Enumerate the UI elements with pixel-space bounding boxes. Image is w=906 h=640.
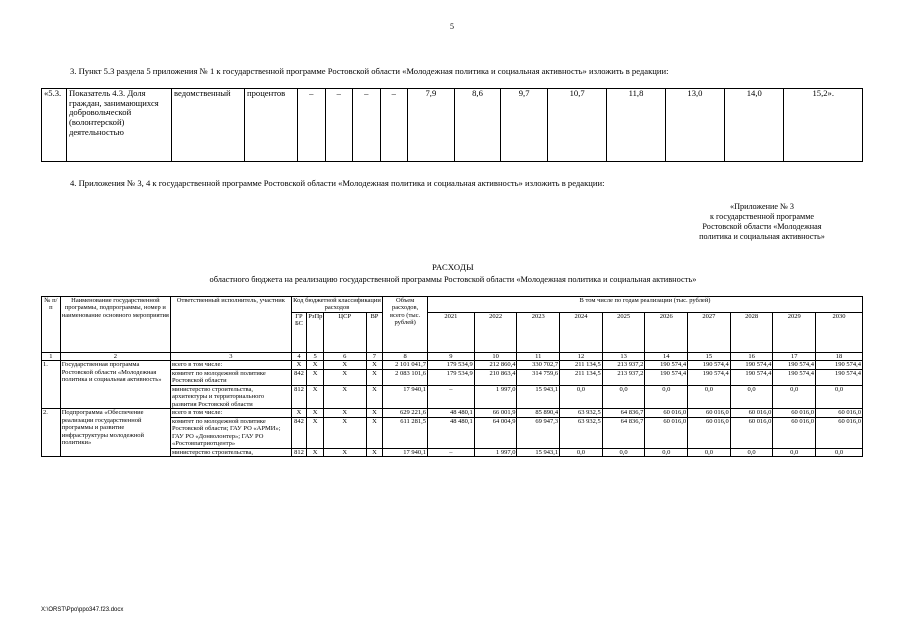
row-total: 629 221,6 bbox=[383, 409, 428, 417]
row-year-value: 0,0 bbox=[645, 448, 688, 456]
header-year: 2027 bbox=[688, 312, 731, 352]
indicator-value: 9,7 bbox=[501, 89, 548, 162]
col-number: 4 bbox=[291, 352, 307, 360]
row-total: 17 940,1 bbox=[383, 448, 428, 456]
row-grbs: 842 bbox=[291, 417, 307, 448]
row-year-value: 0,0 bbox=[730, 448, 773, 456]
row-resp: всего в том числе: bbox=[171, 409, 292, 417]
expenses-table bbox=[41, 296, 863, 457]
header-year: 2024 bbox=[560, 312, 603, 352]
row-year-value: 190 574,4 bbox=[773, 369, 816, 385]
col-number: 17 bbox=[773, 352, 816, 360]
header-year: 2028 bbox=[730, 312, 773, 352]
row-year-value: 0,0 bbox=[816, 385, 863, 408]
row-csr: Х bbox=[323, 361, 366, 369]
header-year: 2026 bbox=[645, 312, 688, 352]
row-year-value: 190 574,4 bbox=[773, 361, 816, 369]
indicator-value: 8,6 bbox=[454, 89, 501, 162]
col-number: 18 bbox=[816, 352, 863, 360]
header-num: № п/п bbox=[42, 297, 61, 353]
paragraph-3: 3. Пункт 5.3 раздела 5 приложения № 1 к государственной программе Ростовской области «Молодежная политика и социальная активность» изложить в редакции: bbox=[70, 66, 669, 76]
row-year-value: 64 836,7 bbox=[602, 417, 645, 448]
header-vr: ВР bbox=[366, 312, 383, 352]
row-csr: Х bbox=[323, 448, 366, 456]
row-year-value: 0,0 bbox=[773, 385, 816, 408]
col-number: 13 bbox=[602, 352, 645, 360]
appendix-line: к государственной программе bbox=[709, 211, 815, 221]
row-year-value: 190 574,4 bbox=[816, 369, 863, 385]
row-resp: министерство строительства, bbox=[171, 448, 292, 456]
row-year-value: 179 534,9 bbox=[427, 361, 474, 369]
row-year-value: 211 134,5 bbox=[560, 369, 603, 385]
row-total: 2 101 041,7 bbox=[383, 361, 428, 369]
indicator-num: «5.3. bbox=[42, 89, 67, 162]
row-year-value: 0,0 bbox=[645, 385, 688, 408]
row-year-value: 0,0 bbox=[602, 448, 645, 456]
row-year-value: 60 016,0 bbox=[645, 417, 688, 448]
row-year-value: 213 937,2 bbox=[602, 369, 645, 385]
row-num: 2. bbox=[42, 409, 61, 457]
paragraph-4: 4. Приложения № 3, 4 к государственной программе Ростовской области «Молодежная политика и социальная активность» изложить в редакции: bbox=[70, 178, 605, 188]
indicator-value: 11,8 bbox=[607, 89, 665, 162]
row-year-value: 15 943,1 bbox=[517, 448, 560, 456]
header-row bbox=[42, 297, 863, 313]
row-resp: комитет по молодежной политике Ростовской области bbox=[171, 369, 292, 385]
row-rzpr: Х bbox=[307, 385, 324, 408]
row-year-value: 0,0 bbox=[688, 385, 731, 408]
indicator-unit: процентов bbox=[245, 89, 298, 162]
row-year-value: 60 016,0 bbox=[688, 417, 731, 448]
row-year-value: 64 004,9 bbox=[474, 417, 517, 448]
header-csr: ЦСР bbox=[323, 312, 366, 352]
col-number: 9 bbox=[427, 352, 474, 360]
row-year-value: 1 997,0 bbox=[474, 385, 517, 408]
row-year-value: 190 574,4 bbox=[688, 361, 731, 369]
row-year-value: 330 702,7 bbox=[517, 361, 560, 369]
column-number-row bbox=[42, 352, 863, 360]
indicator-name: Показатель 4.3. Доля граждан, занимающихся добровольческой (волонтерской) деятельностью bbox=[67, 89, 172, 162]
row-year-value: 190 574,4 bbox=[688, 369, 731, 385]
row-year-value: – bbox=[427, 448, 474, 456]
row-year-value: 190 574,4 bbox=[645, 361, 688, 369]
document-subtitle: областного бюджета на реализацию государственной программы Ростовской области «Молодежная политика и социальная активность» bbox=[209, 275, 697, 284]
row-year-value: 0,0 bbox=[688, 448, 731, 456]
row-year-value: 48 480,1 bbox=[427, 417, 474, 448]
row-year-value: 60 016,0 bbox=[730, 409, 773, 417]
table-row bbox=[42, 409, 863, 417]
col-number: 11 bbox=[517, 352, 560, 360]
header-name: Наименование государственной программы, подпрограммы, номер и наименование основного мероприятия bbox=[60, 297, 170, 353]
header-year: 2022 bbox=[474, 312, 517, 352]
row-year-value: 0,0 bbox=[560, 448, 603, 456]
col-number: 12 bbox=[560, 352, 603, 360]
indicator-value: 10,7 bbox=[547, 89, 606, 162]
indicator-type: ведомственный bbox=[172, 89, 245, 162]
appendix-line: «Приложение № 3 bbox=[729, 202, 795, 211]
row-year-value: 60 016,0 bbox=[645, 409, 688, 417]
row-year-value: 64 836,7 bbox=[602, 409, 645, 417]
row-grbs: 842 bbox=[291, 369, 307, 385]
row-year-value: 48 480,1 bbox=[427, 409, 474, 417]
row-csr: Х bbox=[323, 369, 366, 385]
row-year-value: 0,0 bbox=[602, 385, 645, 408]
header-volume: Объем расходов, всего (тыс. рублей) bbox=[383, 297, 428, 353]
header-year: 2023 bbox=[517, 312, 560, 352]
row-year-value: 60 016,0 bbox=[773, 409, 816, 417]
row-year-value: 0,0 bbox=[730, 385, 773, 408]
row-name: Подпрограмма «Обеспечение реализации государственной программы и развитие инфраструктуры молодежной политики» bbox=[60, 409, 170, 457]
row-year-value: 60 016,0 bbox=[816, 417, 863, 448]
row-csr: Х bbox=[323, 385, 366, 408]
row-num: 1. bbox=[42, 361, 61, 409]
indicator-dash: – bbox=[325, 89, 353, 162]
row-grbs: Х bbox=[291, 361, 307, 369]
header-code: Код бюджетной классификации расходов bbox=[293, 297, 381, 312]
row-year-value: 15 943,1 bbox=[517, 385, 560, 408]
page-number: 5 bbox=[450, 22, 454, 31]
row-resp: всего в том числе: bbox=[171, 361, 292, 369]
col-number: 2 bbox=[60, 352, 170, 360]
row-year-value: 69 947,3 bbox=[517, 417, 560, 448]
col-number: 14 bbox=[645, 352, 688, 360]
row-year-value: 179 534,9 bbox=[427, 369, 474, 385]
col-number: 6 bbox=[323, 352, 366, 360]
col-number: 8 bbox=[383, 352, 428, 360]
row-year-value: 210 863,4 bbox=[474, 369, 517, 385]
row-year-value: 60 016,0 bbox=[773, 417, 816, 448]
row-vr: Х bbox=[366, 361, 383, 369]
appendix-header bbox=[662, 202, 862, 241]
indicator-dash: – bbox=[353, 89, 381, 162]
row-resp: комитет по молодежной политике Ростовской области; ГАУ РО «АРМИ»; ГАУ РО «Донволонтер»; ГАУ РО «Ростовпатриотцентр» bbox=[171, 417, 292, 448]
row-year-value: 1 997,0 bbox=[474, 448, 517, 456]
row-year-value: 60 016,0 bbox=[730, 417, 773, 448]
row-rzpr: Х bbox=[307, 417, 324, 448]
header-year: 2029 bbox=[773, 312, 816, 352]
row-vr: Х bbox=[366, 417, 383, 448]
row-vr: Х bbox=[366, 385, 383, 408]
row-year-value: 190 574,4 bbox=[816, 361, 863, 369]
col-number: 16 bbox=[730, 352, 773, 360]
indicator-value: 13,0 bbox=[665, 89, 724, 162]
row-rzpr: Х bbox=[307, 448, 324, 456]
row-year-value: 85 890,4 bbox=[517, 409, 560, 417]
indicator-dash: – bbox=[380, 89, 408, 162]
row-year-value: – bbox=[427, 385, 474, 408]
col-number: 15 bbox=[688, 352, 731, 360]
row-year-value: 63 932,5 bbox=[560, 409, 603, 417]
indicator-value: 14,0 bbox=[725, 89, 784, 162]
document-title: РАСХОДЫ bbox=[432, 262, 474, 272]
appendix-line: Ростовской области «Молодежная bbox=[702, 221, 822, 231]
row-year-value: 213 937,2 bbox=[602, 361, 645, 369]
header-year: 2025 bbox=[602, 312, 645, 352]
row-year-value: 190 574,4 bbox=[645, 369, 688, 385]
header-year: 2030 bbox=[816, 312, 863, 352]
row-rzpr: Х bbox=[307, 409, 324, 417]
indicator-value: 15,2». bbox=[784, 89, 863, 162]
row-csr: Х bbox=[323, 409, 366, 417]
row-name: Государственная программа Ростовской области «Молодежная политика и социальная активность» bbox=[60, 361, 170, 409]
row-vr: Х bbox=[366, 409, 383, 417]
row-grbs: 812 bbox=[291, 448, 307, 456]
row-year-value: 66 001,9 bbox=[474, 409, 517, 417]
header-years-title: В том числе по годам реализации (тыс. рублей) bbox=[427, 297, 862, 313]
row-year-value: 190 574,4 bbox=[730, 361, 773, 369]
appendix-line: политика и социальная активность» bbox=[699, 231, 825, 241]
col-number: 7 bbox=[366, 352, 383, 360]
col-number: 5 bbox=[307, 352, 324, 360]
header-resp: Ответственный исполнитель, участник bbox=[171, 297, 292, 353]
header-rzpr: РзПр bbox=[307, 312, 324, 352]
row-rzpr: Х bbox=[307, 361, 324, 369]
row-resp: министерство строительства, архитектуры и территориального развития Ростовской области bbox=[171, 385, 292, 408]
row-total: 17 940,1 bbox=[383, 385, 428, 408]
row-year-value: 60 016,0 bbox=[816, 409, 863, 417]
row-year-value: 0,0 bbox=[773, 448, 816, 456]
row-year-value: 314 759,6 bbox=[517, 369, 560, 385]
row-grbs: 812 bbox=[291, 385, 307, 408]
indicator-value: 7,9 bbox=[408, 89, 455, 162]
row-rzpr: Х bbox=[307, 369, 324, 385]
row-vr: Х bbox=[366, 448, 383, 456]
indicator-row bbox=[42, 89, 863, 162]
row-year-value: 63 932,5 bbox=[560, 417, 603, 448]
col-number: 10 bbox=[474, 352, 517, 360]
header-year: 2021 bbox=[427, 312, 474, 352]
row-year-value: 211 134,5 bbox=[560, 361, 603, 369]
row-year-value: 0,0 bbox=[560, 385, 603, 408]
row-total: 611 281,5 bbox=[383, 417, 428, 448]
row-year-value: 60 016,0 bbox=[688, 409, 731, 417]
col-number: 3 bbox=[171, 352, 292, 360]
row-total: 2 083 101,6 bbox=[383, 369, 428, 385]
indicator-dash: – bbox=[298, 89, 326, 162]
table-row bbox=[42, 361, 863, 369]
indicator-table bbox=[41, 88, 863, 162]
row-grbs: Х bbox=[291, 409, 307, 417]
header-grbs: ГР БС bbox=[291, 312, 307, 352]
row-vr: Х bbox=[366, 369, 383, 385]
col-number: 1 bbox=[42, 352, 61, 360]
row-csr: Х bbox=[323, 417, 366, 448]
file-path-footer: X:\ORST\Ppo\ppo347.f23.docx bbox=[41, 607, 124, 613]
row-year-value: 190 574,4 bbox=[730, 369, 773, 385]
row-year-value: 212 860,4 bbox=[474, 361, 517, 369]
row-year-value: 0,0 bbox=[816, 448, 863, 456]
